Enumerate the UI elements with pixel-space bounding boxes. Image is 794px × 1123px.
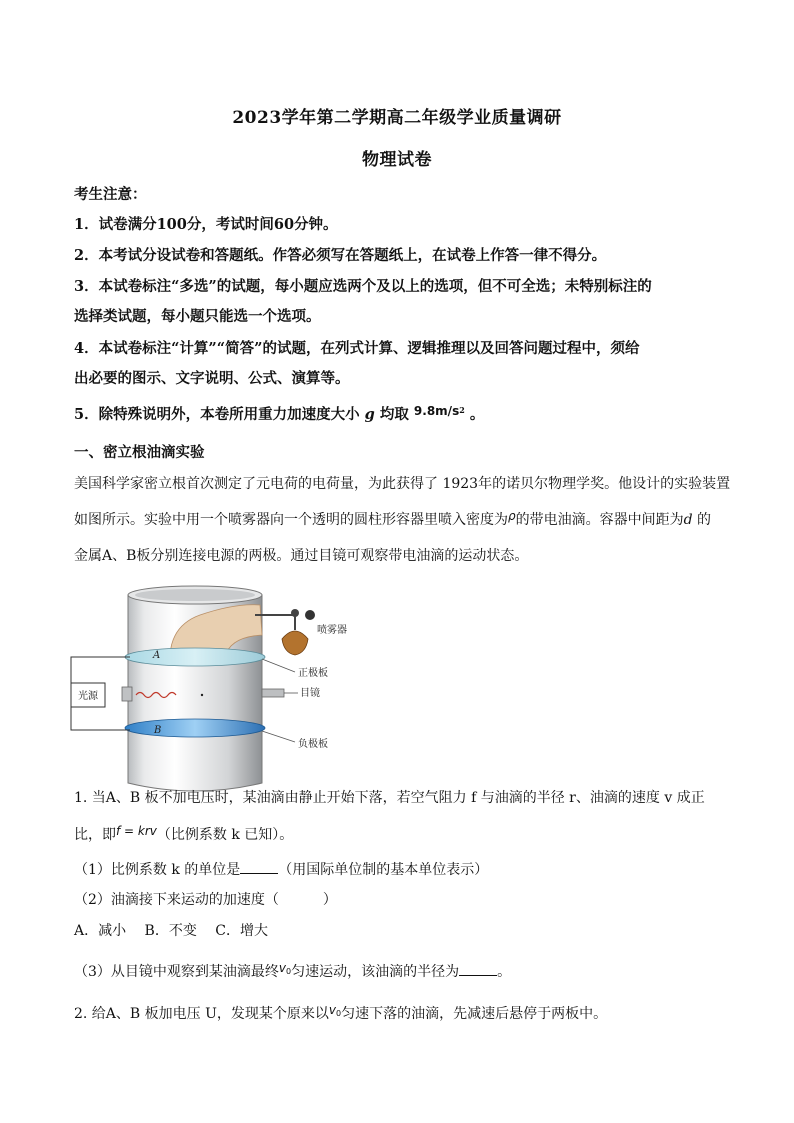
sprayer-bulb — [305, 610, 315, 620]
q1-sub3-a: （3）从目镜中观察到某油滴最终 — [74, 964, 279, 980]
plate-b-label: B — [154, 725, 162, 736]
gravity-symbol: g — [364, 406, 375, 423]
notice-heading: 考生注意： — [74, 186, 147, 203]
exam-subject: 物理试卷 — [362, 150, 432, 170]
intro-line-1: 美国科学家密立根首次测定了元电荷的电荷量，为此获得了 1923年的诺贝尔物理学奖。他设计的实验装置 — [74, 476, 731, 492]
notice-item-1: 1．试卷满分100分，考试时间60分钟。 — [74, 216, 338, 233]
question-1-sub-3 — [74, 961, 724, 981]
question-1-sub-2 — [74, 889, 724, 909]
sprayer-label: 喷雾器 — [317, 625, 347, 636]
notice-item-5 — [74, 403, 724, 424]
q1-sub3-b: 匀速运动，该油滴的半径为 — [291, 964, 460, 980]
sprayer-nozzle — [291, 609, 299, 617]
question-1-sub-1 — [74, 859, 724, 879]
notice-item-3-cont: 选择类试题，每小题只能选一个选项。 — [74, 308, 321, 325]
gravity-exponent: 2 — [459, 405, 465, 415]
question-2 — [74, 1003, 724, 1023]
positive-plate — [125, 648, 265, 666]
intro-line-3: 金属A、B板分别连接电源的两极。通过目镜可观察带电油滴的运动状态。 — [74, 548, 529, 564]
plate-a-label: A — [153, 650, 161, 661]
q2-a: 2. 给A、B 板加电压 U，发现某个原来以 — [74, 1006, 329, 1022]
notice-item-5-mid: 均取 — [379, 406, 409, 423]
oil-drop — [201, 694, 203, 696]
notice-item-5-prefix: 5．除特殊说明外，本卷所用重力加速度大小 — [74, 406, 360, 423]
q1-sub2-text: （2）油滴接下来运动的加速度（ — [74, 892, 279, 908]
question-1-line-2-a: 比，即 — [74, 827, 116, 843]
section-heading: 一、密立根油滴实验 — [74, 444, 205, 461]
q2-b: 匀速下落的油滴，先减速后悬停于两板中。 — [341, 1006, 608, 1022]
notice-item-5-suffix: 。 — [469, 406, 485, 423]
exam-title: 2023学年第二学期高二年级学业质量调研 — [232, 108, 562, 128]
apparatus-diagram — [70, 575, 370, 800]
millikan-apparatus-figure — [70, 575, 370, 800]
q1-sub1-end: （用国际单位制的基本单位表示） — [278, 862, 489, 878]
intro-line-2 — [74, 509, 724, 529]
question-1-line-2 — [74, 824, 724, 844]
q1-sub1-text: （1）比例系数 k 的单位是 — [74, 862, 241, 878]
question-1-options: A．减小 B．不变 C．增大 — [74, 923, 269, 939]
gravity-value: 9.8m/s — [413, 404, 460, 418]
density-symbol: ρ — [508, 509, 516, 523]
negative-plate-label: 负极板 — [298, 739, 328, 750]
resistance-formula: f = krv — [116, 824, 157, 838]
light-source-label: 光源 — [78, 691, 98, 702]
eyepiece-label: 目镜 — [300, 688, 320, 699]
notice-item-4: 4．本试卷标注“计算”“简答”的试题，在列式计算、逻辑推理以及回答问题过程中，须给 — [74, 340, 640, 357]
q2-velocity-subscript: 0 — [336, 1009, 342, 1018]
intro-line-2-b: 的带电油滴。容器中间距为 — [515, 512, 684, 528]
eyepiece — [262, 689, 284, 697]
answer-blank-1 — [240, 861, 278, 874]
question-1-line-1: 1. 当A、B 板不加电压时，某油滴由静止开始下落，若空气阻力 f 与油滴的半径 r、油滴的速度 v 成正 — [74, 790, 705, 806]
notice-item-4-cont: 出必要的图示、文字说明、公式、演算等。 — [74, 370, 350, 387]
velocity-subscript: 0 — [286, 967, 292, 976]
negative-plate — [125, 719, 265, 737]
intro-line-2-a: 如图所示。实验中用一个喷雾器向一个透明的圆柱形容器里喷入密度为 — [74, 512, 508, 528]
distance-symbol: d — [683, 512, 693, 528]
velocity-symbol: v — [278, 961, 287, 975]
answer-blank-2 — [459, 963, 497, 976]
q2-velocity-symbol: v — [328, 1003, 337, 1017]
notice-item-3: 3．本试卷标注“多选”的试题，每小题应选两个及以上的选项，但不可全选；未特别标注的 — [74, 278, 652, 295]
q1-sub2-end: ） — [322, 892, 337, 908]
question-1-line-2-b: （比例系数 k 已知）。 — [156, 827, 294, 843]
intro-line-2-c: 的 — [692, 512, 712, 528]
light-window — [122, 687, 132, 701]
q1-sub3-end: 。 — [497, 964, 512, 980]
positive-plate-label: 正极板 — [298, 668, 328, 679]
notice-item-2: 2．本考试分设试卷和答题纸。作答必须写在答题纸上，在试卷上作答一律不得分。 — [74, 247, 607, 264]
